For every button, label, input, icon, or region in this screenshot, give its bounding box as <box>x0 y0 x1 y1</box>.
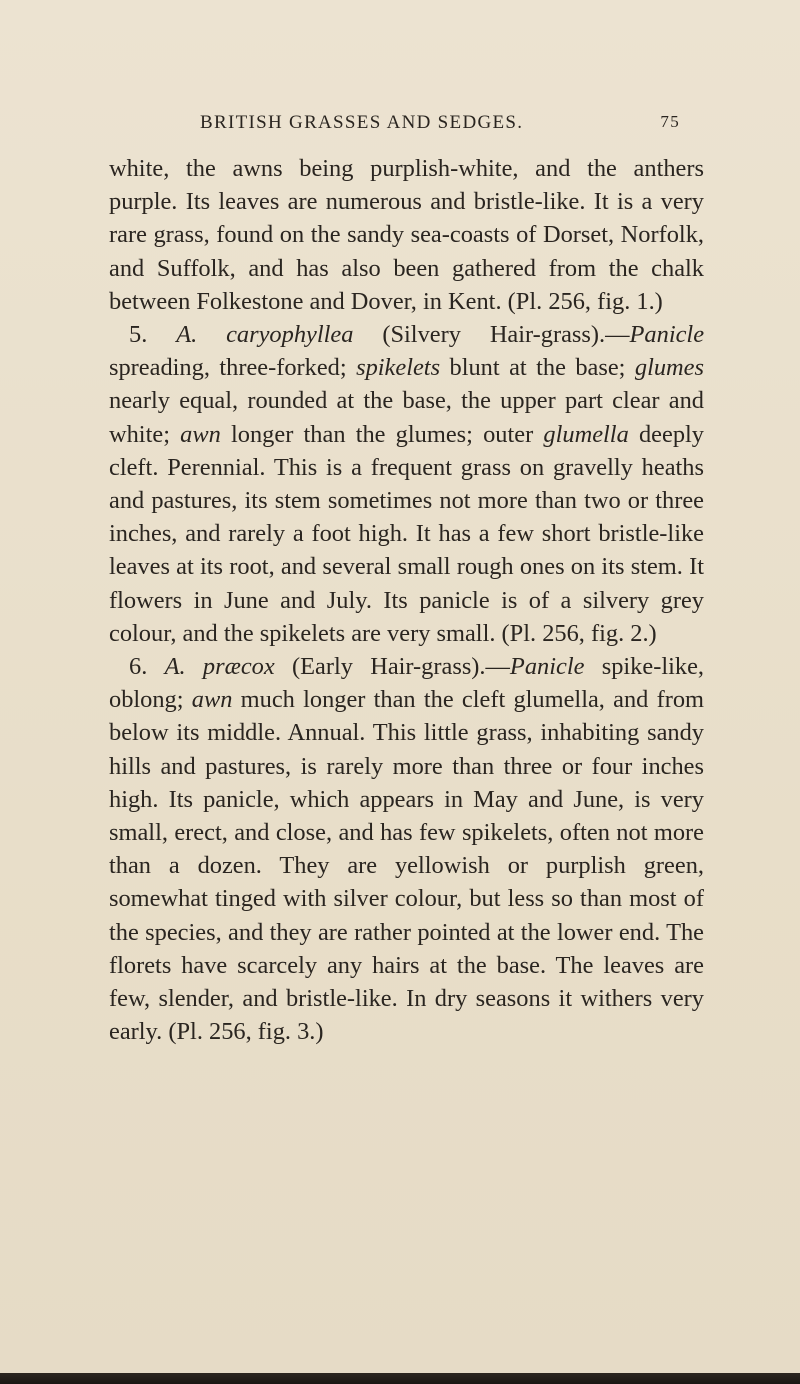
text-run: white, the awns being purplish-white, and the anthers purple. Its leaves are numerous and bristle-like. It is a very rare grass, found on the sandy sea-coasts of Dorset, Norfolk, and Suffolk, and has also been gathered from the chalk between Folkestone and Dover, in Kent. (Pl. 256, fig. 1.) <box>109 155 704 315</box>
italic-term: A. præcox <box>164 653 275 681</box>
text-run: nearly equal, rounded at the base, the upper part clear and white; <box>109 387 704 448</box>
italic-term: glumella <box>543 420 629 448</box>
paragraph-praecox <box>109 650 704 1048</box>
text-run: spike-like, oblong; <box>109 653 704 714</box>
bottom-edge-band <box>0 1373 800 1384</box>
paragraph-caryophyllea <box>109 318 704 650</box>
paragraph-continuation <box>109 152 704 318</box>
italic-term: A. caryophyllea <box>176 321 354 349</box>
text-run: (Silvery Hair-grass).— <box>353 321 630 349</box>
running-header <box>200 112 680 142</box>
italic-term: awn <box>191 686 233 714</box>
text-run: spreading, three-forked; <box>109 354 357 382</box>
header-title: BRITISH GRASSES AND SEDGES. <box>200 112 524 133</box>
page-number: 75 <box>660 112 680 131</box>
text-run: blunt at the base; <box>440 354 635 382</box>
text-run: deeply cleft. Perennial. This is a frequent grass on gravelly heaths and pastures, its stem sometimes not more than two or three inches, and rarely a foot high. It has a few short bristle-like leaves at its root, and several small rough ones on its stem. It flowers in June and July. Its panicle is of a silvery grey colour, and the spikelets are very small. (Pl. 256, fig. 2.) <box>109 420 704 647</box>
body-text <box>109 152 704 1048</box>
italic-term: Panicle <box>629 321 705 349</box>
text-run: (Early Hair-grass).— <box>274 653 510 681</box>
text-run: longer than the glumes; outer <box>220 420 544 448</box>
text-run: 6. <box>129 653 165 681</box>
text-run: much longer than the cleft glumella, and from below its middle. Annual. This little grass, inhabiting sandy hills and pastures, is rarely more than three or four inches high. Its panicle, which appears in May and June, is very small, erect, and close, and has few spikelets, often not more than a dozen. They are yellowish or purplish green, somewhat tinged with silver colour, but less so than most of the species, and they are rather pointed at the lower end. The florets have scarcely any hairs at the base. The leaves are few, slender, and bristle-like. In dry seasons it withers very early. (Pl. 256, fig. 3.) <box>109 686 704 1046</box>
italic-term: spikelets <box>356 354 441 382</box>
italic-term: glumes <box>634 354 704 382</box>
italic-term: Panicle <box>509 653 585 681</box>
italic-term: awn <box>180 420 221 448</box>
text-run: 5. <box>129 321 177 349</box>
